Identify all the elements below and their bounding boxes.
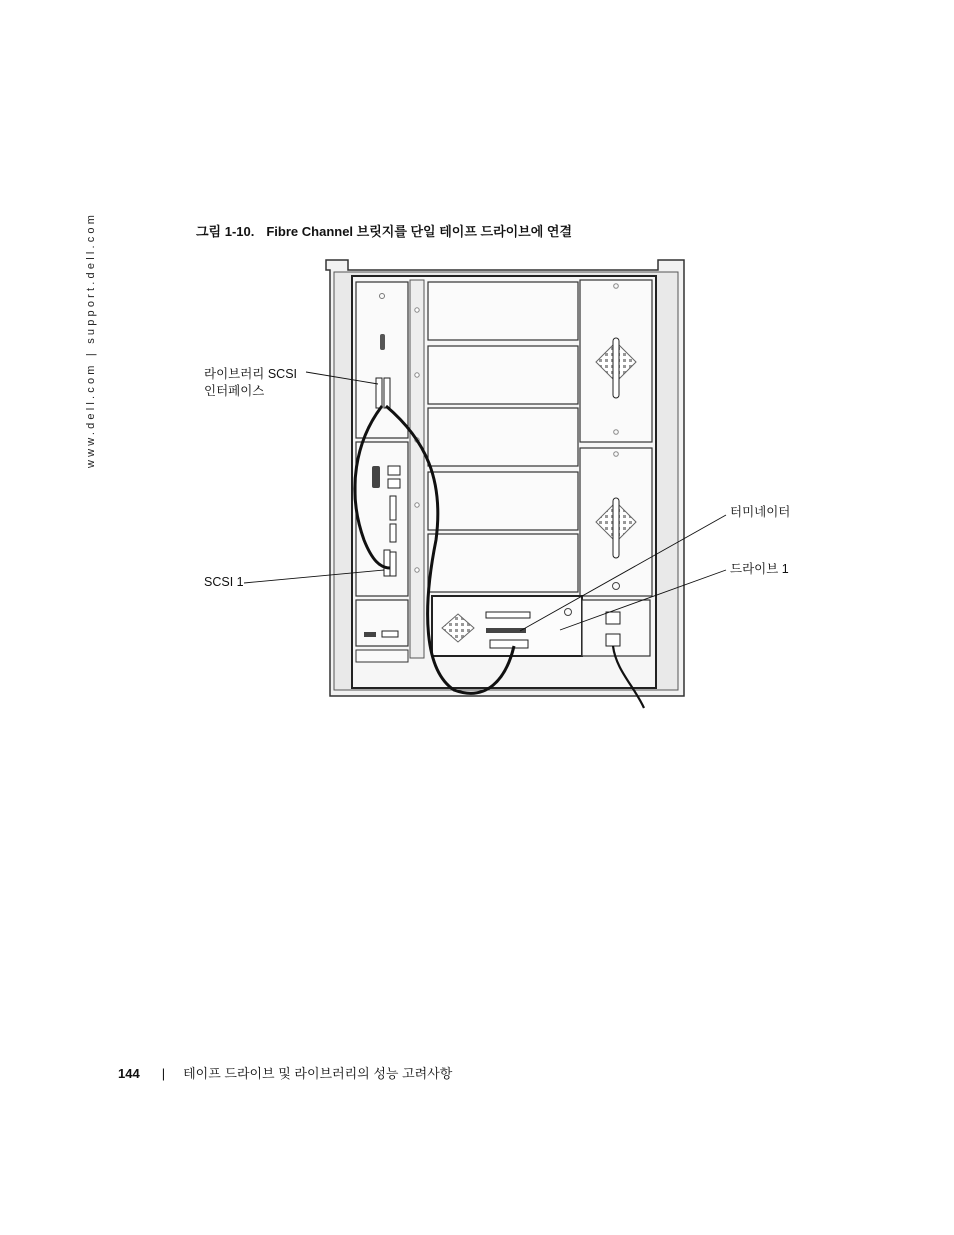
callout-drive1: 드라이브 1: [730, 562, 789, 576]
callout-library-scsi-line2: 인터페이스: [204, 384, 265, 398]
callout-scsi1: SCSI 1: [204, 575, 244, 589]
callout-terminator: 터미네이터: [730, 505, 791, 519]
figure-title: Fibre Channel 브릿지를 단일 테이프 드라이브에 연결: [266, 224, 573, 239]
footer-section-title: 테이프 드라이브 및 라이브러리의 성능 고려사항: [183, 1066, 453, 1081]
fibre-channel-bridge: [356, 442, 408, 596]
figure-number: 그림 1-10.: [196, 224, 255, 239]
callout-library-scsi: [204, 366, 297, 400]
tape-library-diagram: [196, 250, 816, 720]
library-rear-illustration: [196, 250, 816, 720]
callout-library-scsi-line1: 라이브러리 SCSI: [204, 367, 298, 381]
footer-separator: |: [161, 1066, 166, 1081]
page-number: 144: [118, 1066, 140, 1081]
figure-caption: [196, 221, 572, 240]
page-footer: [118, 1063, 452, 1082]
side-url: www.dell.com | support.dell.com: [85, 211, 97, 469]
